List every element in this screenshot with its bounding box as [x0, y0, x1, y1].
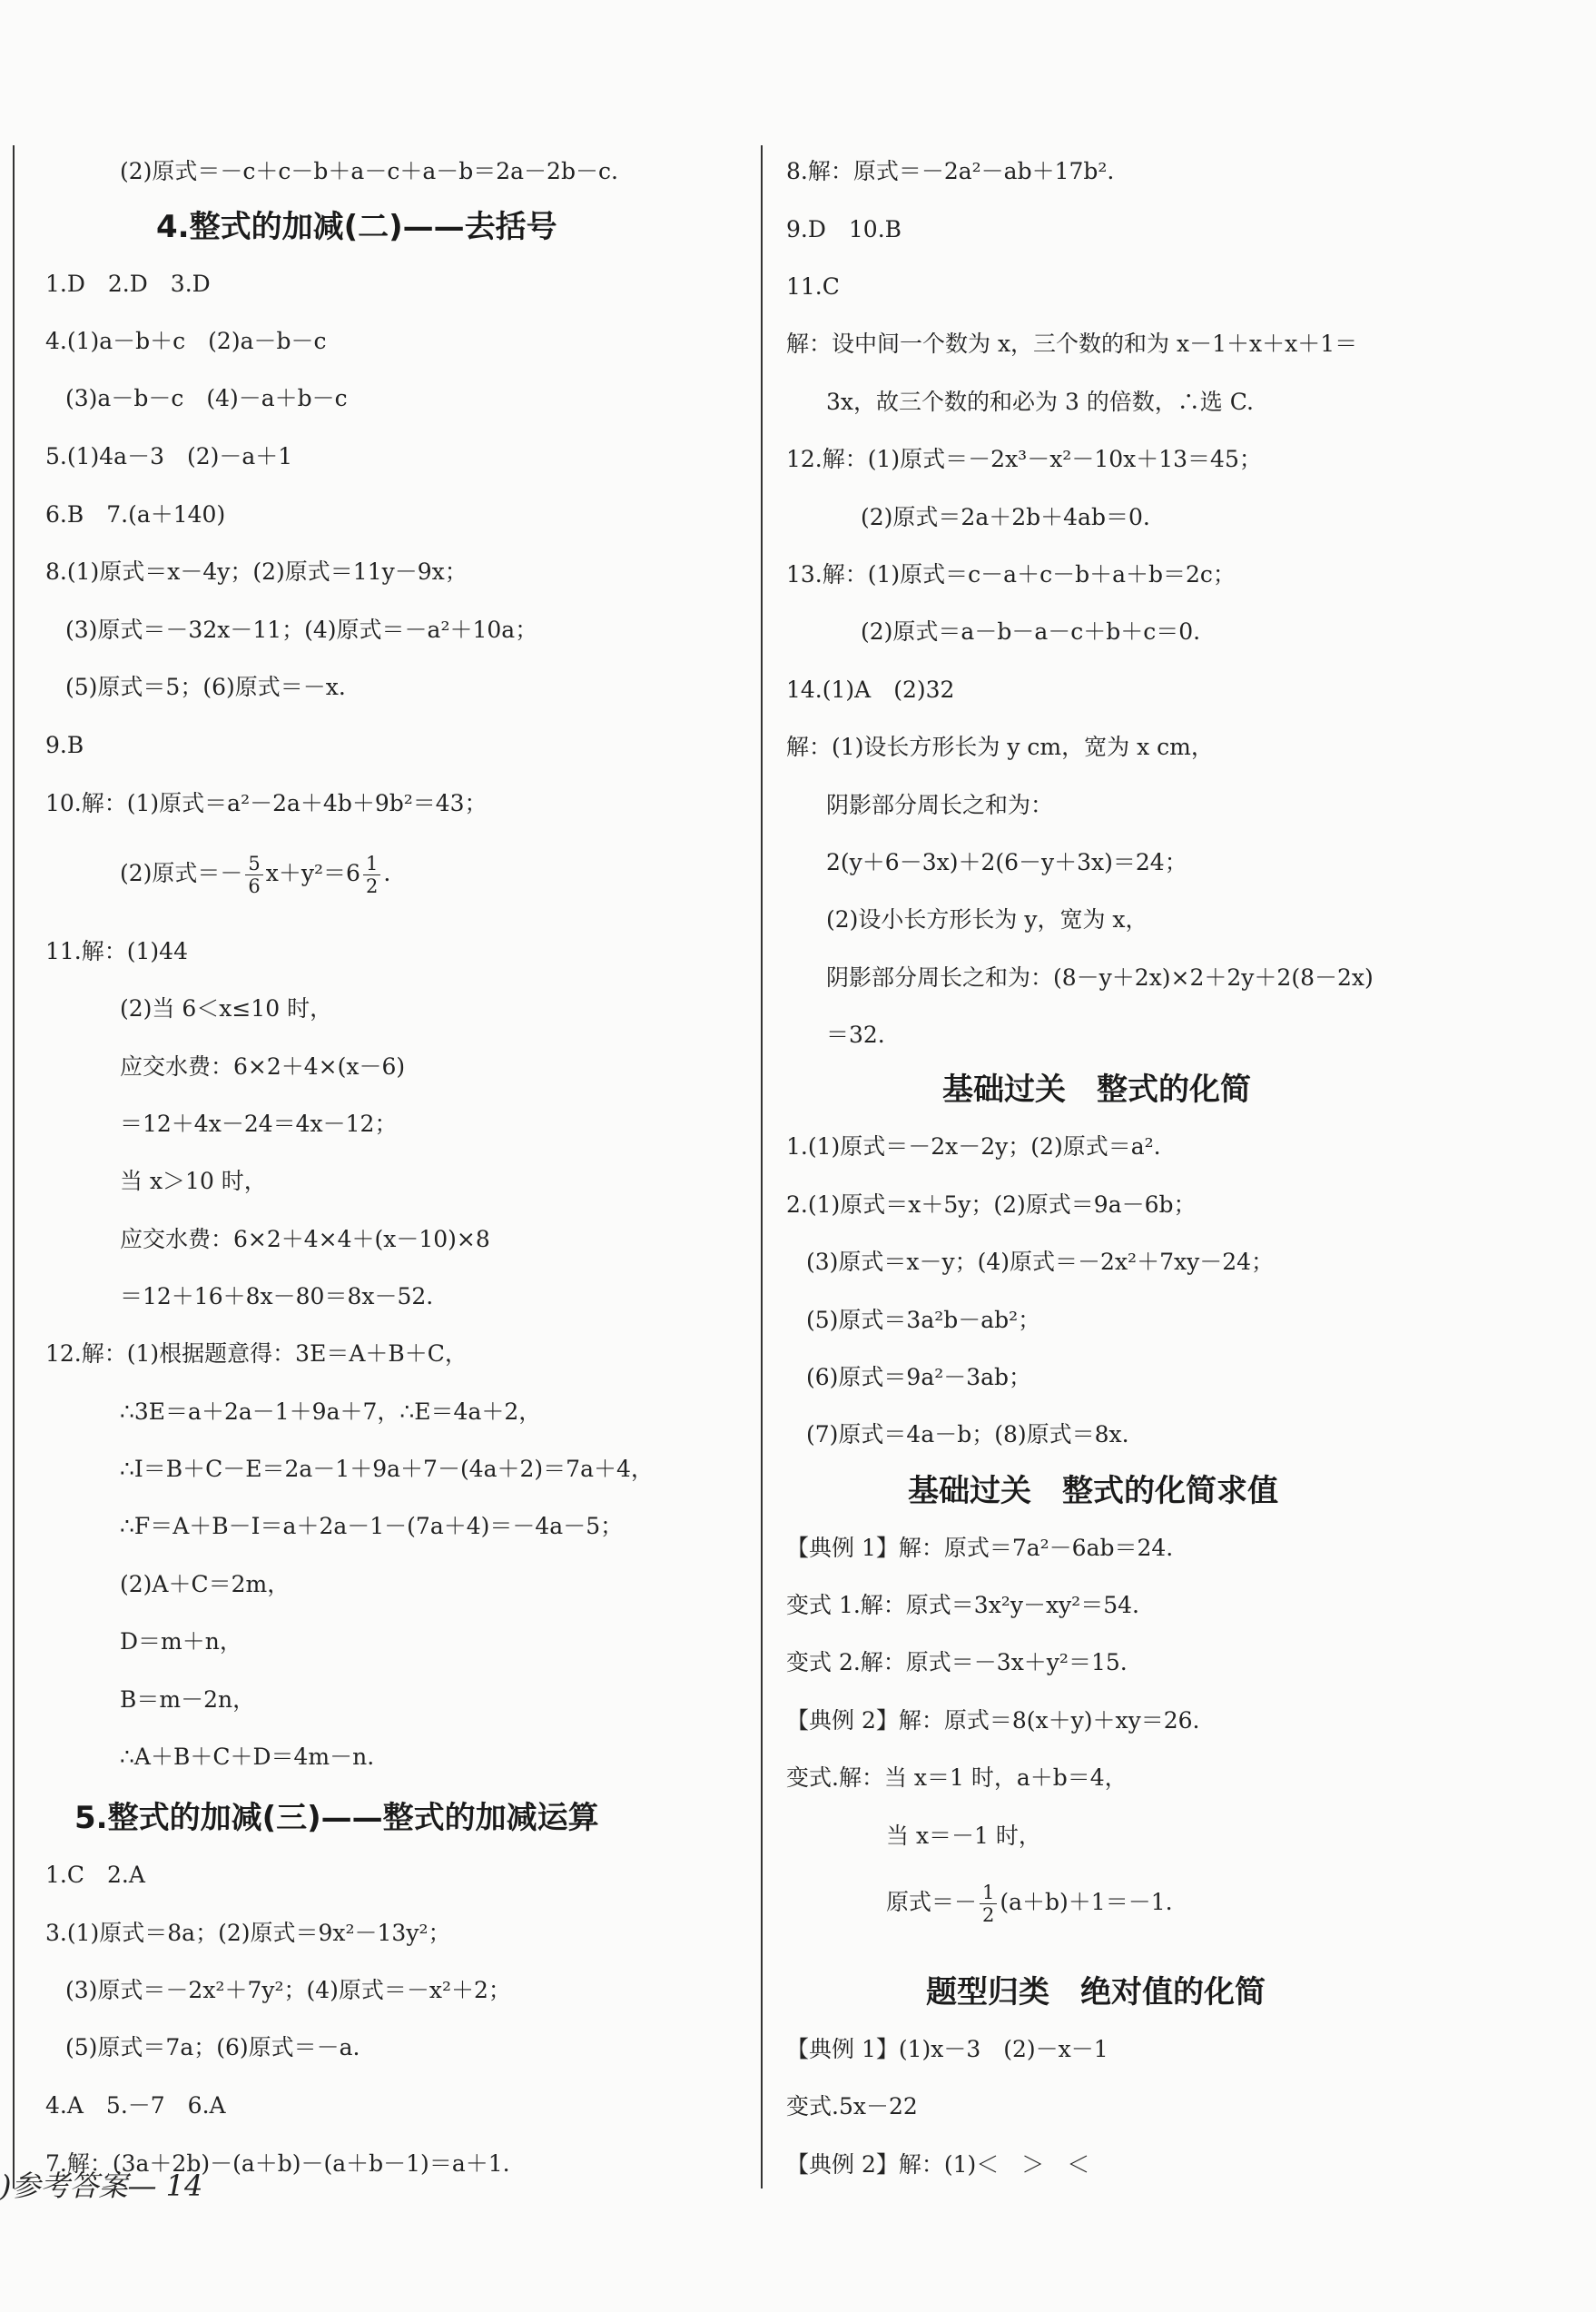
text-line: B＝m－2n，	[120, 1686, 256, 1713]
text-line: 2.(1)原式＝x＋5y；(2)原式＝9a－6b；	[786, 1191, 1197, 1218]
text-line: 9.B	[45, 732, 84, 758]
text-line: 2(y＋6－3x)＋2(6－y＋3x)＝24；	[826, 849, 1187, 875]
section-heading: 5.整式的加减(三)——整式的加减运算	[74, 1800, 599, 1836]
text-line: (2)原式＝－c＋c－b＋a－c＋a－b＝2a－2b－c.	[120, 158, 618, 184]
text-line: 3x，故三个数的和必为 3 的倍数，∴选 C.	[826, 389, 1254, 415]
text-line: ＝12＋4x－24＝4x－12；	[120, 1111, 398, 1137]
text-line: 阴影部分周长之和为：	[826, 792, 1054, 818]
text-line: (3)原式＝－32x－11；(4)原式＝－a²＋10a；	[65, 617, 538, 643]
text-line: ∴I＝B＋C－E＝2a－1＋9a＋7－(4a＋2)＝7a＋4，	[120, 1456, 654, 1482]
section-heading: 4.整式的加减(二)——去括号	[156, 209, 557, 245]
text-line: (2)原式＝2a＋2b＋4ab＝0.	[861, 504, 1150, 530]
fraction-denominator: 6	[248, 875, 261, 897]
text-line: 当 x＝－1 时，	[886, 1823, 1041, 1849]
section-heading: 基础过关 整式的化简求值	[908, 1473, 1278, 1509]
text-line: (3)原式＝x－y；(4)原式＝－2x²＋7xy－24；	[806, 1249, 1275, 1275]
text-line: (2)A＋C＝2m，	[120, 1571, 291, 1597]
text-line: 1.C 2.A	[45, 1862, 145, 1888]
text-line: (3)原式＝－2x²＋7y²；(4)原式＝－x²＋2；	[65, 1977, 511, 2003]
text-line: (3)a－b－c (4)－a＋b－c	[65, 385, 348, 411]
text-line: 1.D 2.D 3.D	[45, 271, 211, 297]
text-line: 12.解：(1)原式＝－2x³－x²－10x＋13＝45；	[786, 446, 1262, 472]
text-line: 解：(1)设长方形长为 y cm，宽为 x cm，	[786, 734, 1214, 760]
text-line: 5.(1)4a－3 (2)－a＋1	[45, 443, 293, 469]
text-line: (2)原式＝a－b－a－c＋b＋c＝0.	[861, 618, 1201, 645]
text-line: (2)设小长方形长为 y，宽为 x，	[826, 906, 1148, 933]
text-segment: 原式＝－	[886, 1889, 978, 1915]
text-line: (5)原式＝5；(6)原式＝－x.	[65, 674, 346, 700]
text-line: 4.A 5.－7 6.A	[45, 2092, 226, 2119]
text-line: 8.解：原式＝－2a²－ab＋17b².	[786, 158, 1115, 184]
text-line: 8.(1)原式＝x－4y；(2)原式＝11y－9x；	[45, 558, 468, 585]
text-line: 【典例 2】解：原式＝8(x＋y)＋xy＝26.	[786, 1707, 1200, 1734]
text-line: 当 x＞10 时，	[120, 1168, 267, 1194]
text-line: ＝12＋16＋8x－80＝8x－52.	[120, 1283, 434, 1309]
text-line: 1.(1)原式＝－2x－2y；(2)原式＝a².	[786, 1133, 1161, 1160]
column-divider	[761, 145, 763, 2188]
fraction-line	[886, 1875, 1173, 1930]
text-line: 11.C	[786, 273, 840, 300]
text-line: 变式 1.解：原式＝3x²y－xy²＝54.	[786, 1592, 1139, 1618]
text-line: 3.(1)原式＝8a；(2)原式＝9x²－13y²；	[45, 1920, 451, 1946]
text-line: 解：设中间一个数为 x，三个数的和为 x－1＋x＋x＋1＝	[786, 331, 1358, 357]
text-segment: x＋y²＝6	[265, 860, 360, 886]
text-line: 4.(1)a－b＋c (2)a－b－c	[45, 328, 327, 354]
left-margin-rule	[13, 145, 15, 2188]
fraction-numerator: 1	[363, 853, 380, 875]
fraction-denominator: 2	[365, 875, 379, 897]
text-line: 6.B 7.(a＋140)	[45, 501, 226, 528]
text-line: (5)原式＝7a；(6)原式＝－a.	[65, 2034, 360, 2060]
text-line: ∴A＋B＋C＋D＝4m－n.	[120, 1744, 375, 1770]
text-line: (7)原式＝4a－b；(8)原式＝8x.	[806, 1421, 1129, 1447]
text-line: 【典例 1】解：原式＝7a²－6ab＝24.	[786, 1535, 1174, 1561]
page-footer: )参考答案— 14	[0, 2169, 203, 2203]
text-line: ∴F＝A＋B－I＝a＋2a－1－(7a＋4)＝－4a－5；	[120, 1513, 624, 1539]
fraction-numerator: 5	[245, 853, 262, 875]
text-line: D＝m＋n，	[120, 1628, 242, 1655]
text-line: (2)当 6＜x≤10 时，	[120, 995, 333, 1022]
text-segment: (2)原式＝－	[120, 860, 243, 886]
text-line: 【典例 2】解：(1)＜ ＞ ＜	[786, 2151, 1090, 2178]
fraction	[980, 1882, 997, 1926]
section-heading: 题型归类 绝对值的化简	[926, 1974, 1266, 2011]
text-line: 13.解：(1)原式＝c－a＋c－b＋a＋b＝2c；	[786, 561, 1236, 588]
fraction-line	[120, 846, 390, 901]
text-segment: (a＋b)＋1＝－1.	[1000, 1889, 1173, 1915]
text-line: 7.解：(3a＋2b)－(a＋b)－(a＋b－1)＝a＋1.	[45, 2150, 510, 2177]
text-line: 10.解：(1)原式＝a²－2a＋4b＋9b²＝43；	[45, 790, 488, 816]
text-line: 应交水费：6×2＋4×4＋(x－10)×8	[120, 1226, 490, 1252]
section-heading: 基础过关 整式的化简	[942, 1072, 1251, 1108]
fraction	[363, 853, 380, 897]
text-line: 变式.解：当 x＝1 时，a＋b＝4，	[786, 1764, 1128, 1791]
text-segment: .	[383, 860, 391, 886]
text-line: 9.D 10.B	[786, 216, 902, 242]
text-line: (5)原式＝3a²b－ab²；	[806, 1307, 1041, 1333]
text-line: ∴3E＝a＋2a－1＋9a＋7，∴E＝4a＋2，	[120, 1398, 542, 1425]
fraction	[245, 853, 262, 897]
text-line: 11.解：(1)44	[45, 938, 188, 964]
text-line: ＝32.	[826, 1022, 885, 1048]
text-line: 变式 2.解：原式＝－3x＋y²＝15.	[786, 1649, 1128, 1675]
text-line: 应交水费：6×2＋4×(x－6)	[120, 1053, 406, 1080]
text-line: (6)原式＝9a²－3ab；	[806, 1364, 1032, 1390]
text-line: 变式.5x－22	[786, 2093, 918, 2119]
text-line: 【典例 1】(1)x－3 (2)－x－1	[786, 2036, 1108, 2062]
text-line: 12.解：(1)根据题意得：3E＝A＋B＋C，	[45, 1340, 468, 1367]
fraction-numerator: 1	[980, 1882, 997, 1904]
text-line: 14.(1)A (2)32	[786, 677, 955, 703]
fraction-denominator: 2	[982, 1904, 995, 1926]
text-line: 阴影部分周长之和为：(8－y＋2x)×2＋2y＋2(8－2x)	[826, 964, 1374, 991]
